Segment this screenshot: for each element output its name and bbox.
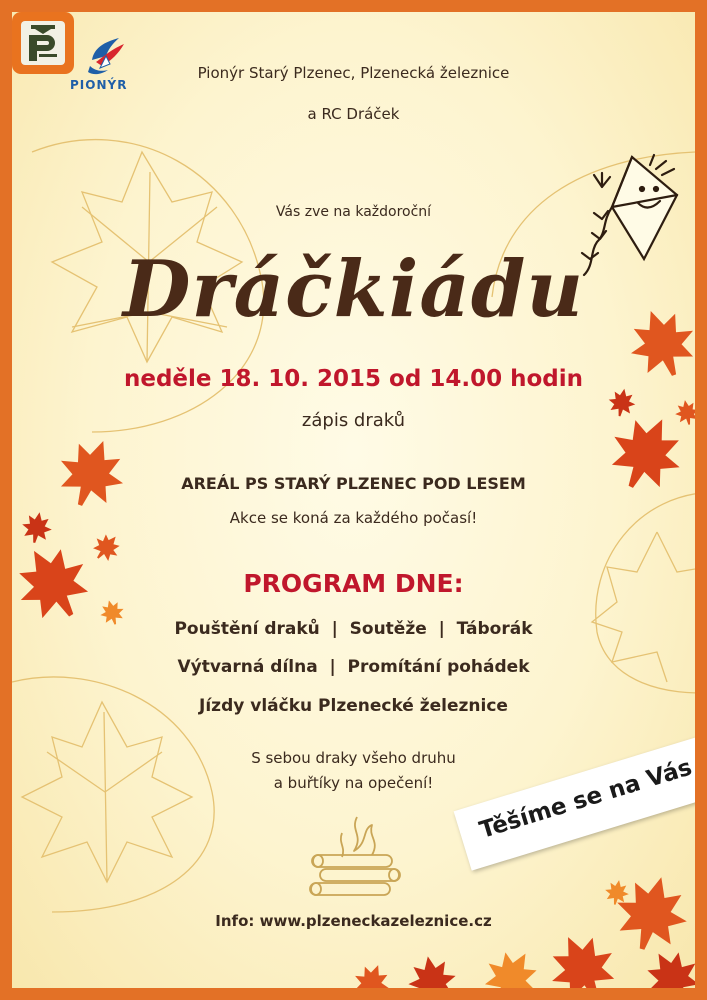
event-title: Dráčkiádu xyxy=(122,244,585,335)
info-website-link[interactable]: Info: www.plzeneckazeleznice.cz xyxy=(215,912,492,930)
poster-body xyxy=(12,12,695,988)
program-line-2: Výtvarná dílna | Promítání pohádek xyxy=(177,657,530,677)
bring-note-line-2: a buřtíky na opečení! xyxy=(273,774,434,792)
greeting-banner-text: Těšíme se na Vás xyxy=(476,754,695,844)
pionyr-logo-text: PIONÝR xyxy=(70,78,128,92)
program-line-3: Jízdy vláčku Plzenecké železnice xyxy=(199,696,508,716)
maple-leaves-left xyxy=(12,432,142,632)
organizers-line-1: Pionýr Starý Plzenec, Plzenecká železnice xyxy=(197,64,510,82)
bring-note-line-1: S sebou draky všeho druhu xyxy=(251,749,456,767)
registration-note: zápis draků xyxy=(301,410,406,431)
event-datetime: neděle 18. 10. 2015 od 14.00 hodin xyxy=(124,366,583,392)
organizers-line-2: a RC Dráček xyxy=(307,105,400,123)
program-line-1: Pouštění draků | Soutěže | Táborák xyxy=(174,619,533,639)
railway-monogram-icon xyxy=(21,21,65,65)
program-heading: PROGRAM DNE: xyxy=(243,569,464,598)
weather-note: Akce se koná za každého počasí! xyxy=(229,509,478,527)
event-venue: AREÁL PS STARÝ PLZENEC POD LESEM xyxy=(181,474,526,493)
invitation-text: Vás zve na každoroční xyxy=(275,204,432,220)
